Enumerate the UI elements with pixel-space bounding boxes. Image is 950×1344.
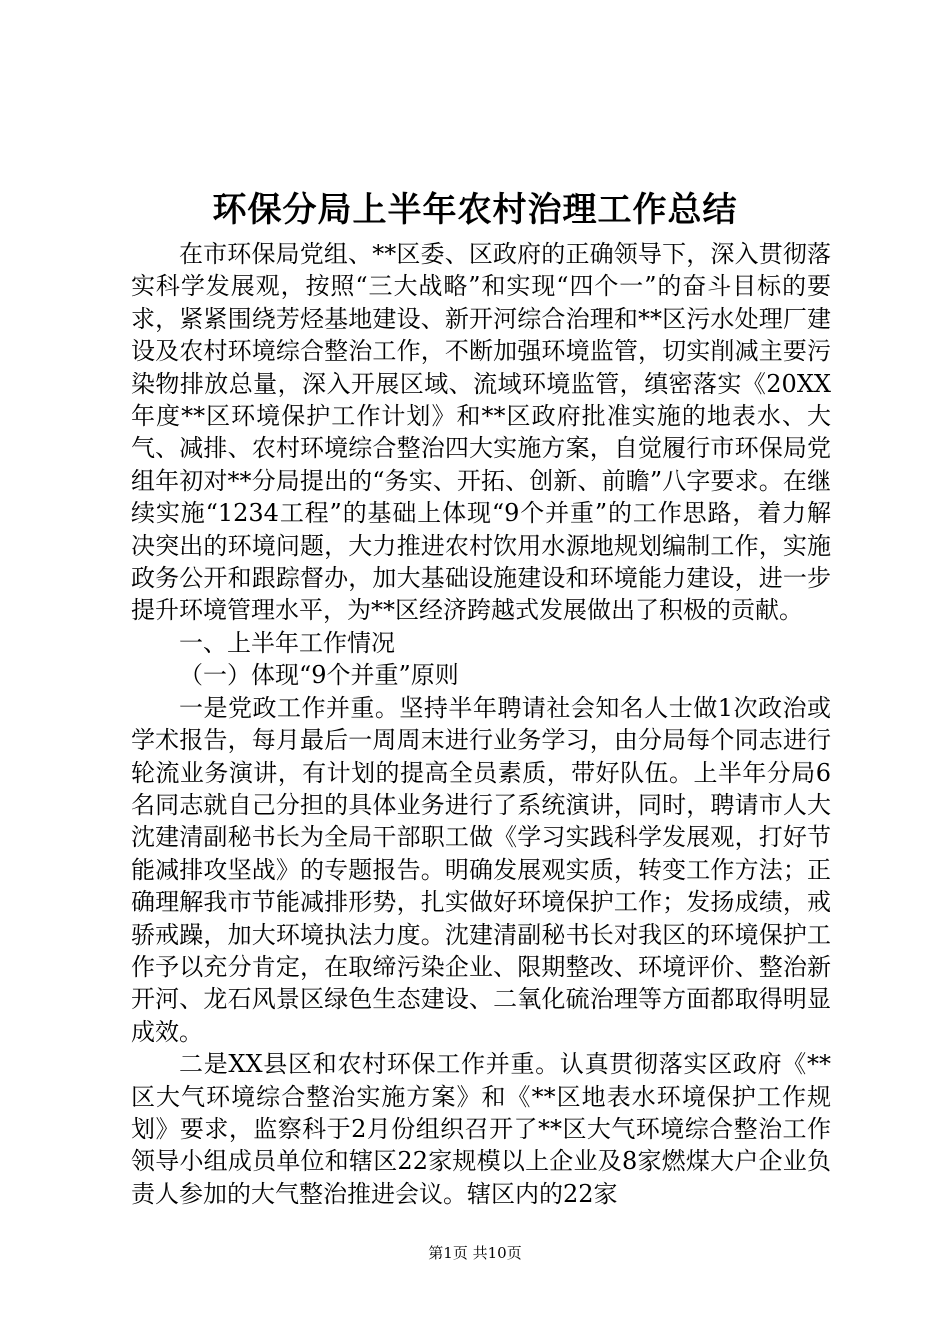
intro-paragraph: 在市环保局党组、**区委、区政府的正确领导下，深入贯彻落实科学发展观，按照“三大战略”和实现“四个一”的奋斗目标的要求，紧紧围绕芳烃基地建设、新开河综合治理和**区污水处理厂建设及农村环境综合整治工作，不断加强环境监管，切实削减主要污染物排放总量，深入开展区域、流域环境监管，缜密落实《20XX年度**区环境保护工作计划》和**区政府批准实施的地表水、大气、减排、农村环境综合整治四大实施方案，自觉履行市环保局党组年初对**分局提出的“务实、开拓、创新、前瞻”八字要求。在继续实施“1234工程”的基础上体现“9个并重”的工作思路，着力解决突出的环境问题，大力推进农村饮用水源地规划编制工作，实施政务公开和跟踪督办，加大基础设施建设和环境能力建设，进一步提升环境管理水平，为**区经济跨越式发展做出了积极的贡献。	[131, 240, 831, 625]
document-body	[131, 238, 831, 1210]
body-paragraph: 二是XX县区和农村环保工作并重。认真贯彻落实区政府《**区大气环境综合整治实施方案》和《**区地表水环境保护工作规划》要求，监察科于2月份组织召开了**区大气环境综合整治工作领导小组成员单位和辖区22家规模以上企业及8家燃煤大户企业负责人参加的大气整治推进会议。辖区内的22家	[131, 1050, 831, 1208]
subsection-heading: （一）体现“9个并重”原则	[179, 661, 459, 690]
document-title: 环保分局上半年农村治理工作总结	[212, 190, 738, 230]
page-footer: 第1页 共10页	[428, 1244, 522, 1262]
section-heading: 一、上半年工作情况	[179, 628, 395, 657]
body-paragraph: 一是党政工作并重。坚持半年聘请社会知名人士做1次政治或学术报告，每月最后一周周末进行业务学习，由分局每个同志进行轮流业务演讲，有计划的提高全员素质，带好队伍。上半年分局6名同志就自己分担的具体业务进行了系统演讲，同时，聘请市人大沈建清副秘书长为全局干部职工做《学习实践科学发展观，打好节能减排攻坚战》的专题报告。明确发展观实质，转变工作方法；正确理解我市节能减排形势，扎实做好环境保护工作；发扬成绩，戒骄戒躁，加大环境执法力度。沈建清副秘书长对我区的环境保护工作予以充分肯定，在取缔污染企业、限期整改、环境评价、整治新开河、龙石风景区绿色生态建设、二氧化硫治理等方面都取得明显成效。	[131, 693, 831, 1046]
